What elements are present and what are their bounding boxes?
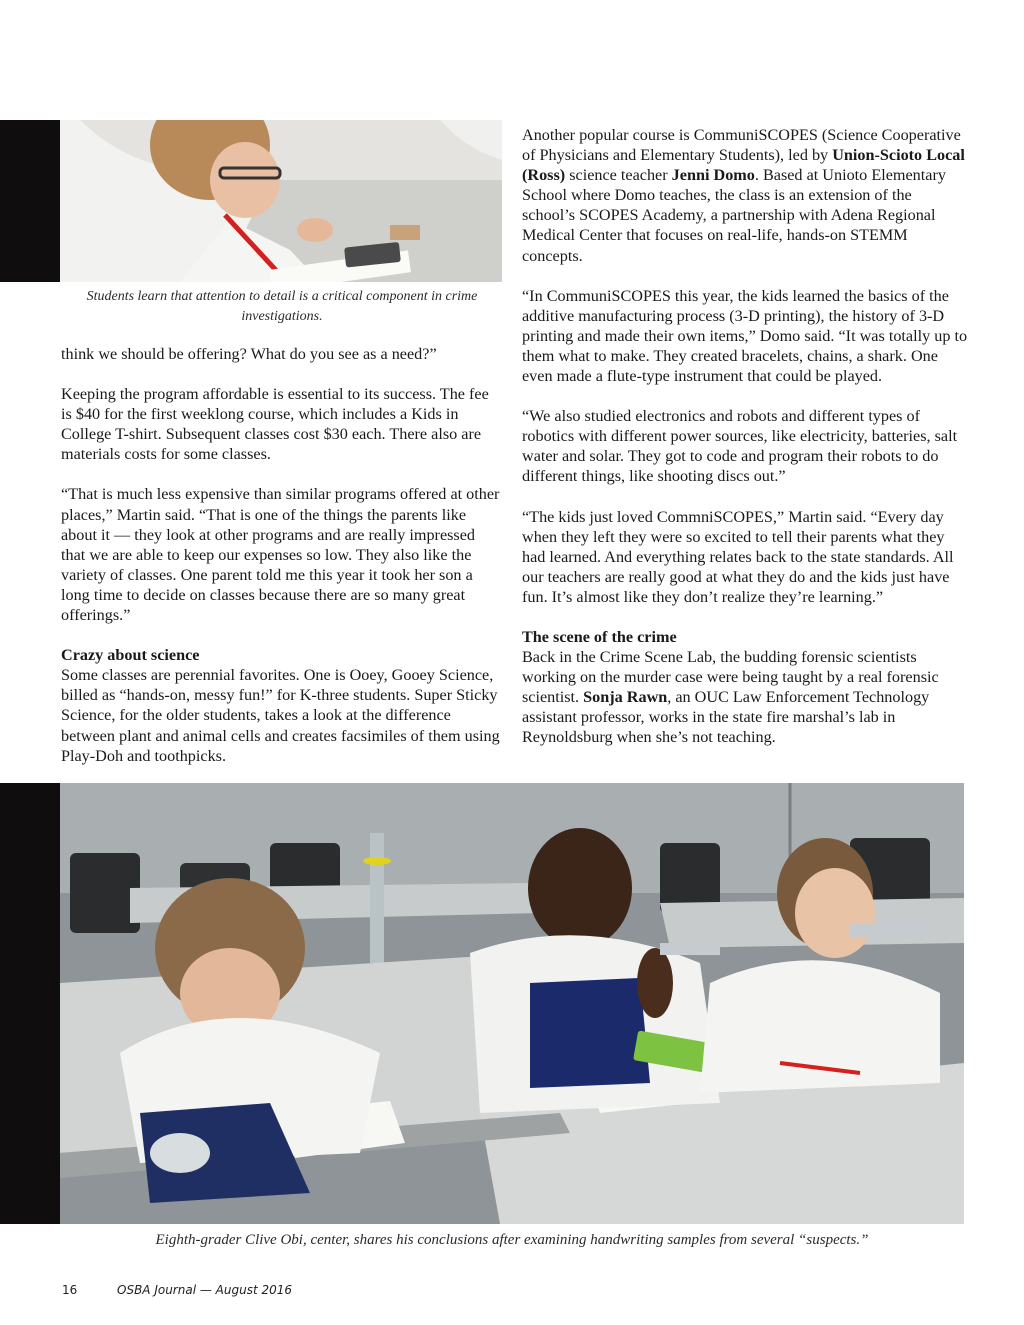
person-name-bold: Sonja Rawn [583,688,668,707]
left-paragraph: Keeping the program affordable is essential to its success. The fee is $40 for the first weeklong course, which includes a Kids in College T-shirt. Subsequent classes cost $30 each. There also are materials costs for some classes. [61,385,489,464]
top-photo [60,120,502,282]
bottom-photo-caption: Eighth-grader Clive Obi, center, shares his conclusions after examining handwriting samples from several “suspects.” [155,1232,869,1248]
left-paragraph: “That is much less expensive than similar programs offered at other places,” Martin said. “That is one of the things the parents like about it — they look at other programs and are really impressed that we are able to keep our expenses so low. They also like the variety of classes. One parent told me this year it took her son a long time to decide on classes because there are so many great offerings.” [61,485,500,625]
text-run: , an OUC Law Enforcement Technology assistant professor, works in the state fire marshal’s lab in Reynoldsburg when she’s not teaching. [522,688,930,747]
right-column [522,125,968,748]
top-photo-caption: Students learn that attention to detail is a critical component in crime investigations. [86,289,478,324]
text-run: Another popular course is CommuniSCOPES (Science Cooperative of Physicians and Elementary Students), led by [522,126,961,165]
page-number: 16 [62,1283,78,1297]
section-heading: The scene of the crime [522,627,677,646]
publication-name: OSBA Journal — August 2016 [117,1283,293,1297]
section-heading: Crazy about science [61,646,200,665]
right-paragraph: “We also studied electronics and robots and different types of robotics with different power sources, like electricity, batteries, salt water and solar. They got to code and program their robots to do different things, like shooting discs out.” [522,407,958,486]
left-paragraph: think we should be offering? What do you see as a need?” [61,345,437,363]
left-paragraph: Some classes are perennial favorites. One is Ooey, Gooey Science, billed as “hands-on, messy fun!” for K-three students. Super Sticky Science, for the older students, takes a look at the difference between plant and animal cells and creates facsimiles of them using Play-Doh and toothpicks. [61,666,500,765]
left-column [61,344,503,766]
right-paragraph: “In CommuniSCOPES this year, the kids learned the basics of the additive manufacturing process (3-D printing), the history of 3-D printing and made their own items,” Domo said. “It was totally up to them what to make. They created bracelets, chains, a shark. One even made a flute-type instrument that could be played. [522,286,968,386]
text-run: science teacher [569,166,668,185]
person-name-bold: Union-Scioto Local (Ross) [522,146,965,185]
right-paragraph [522,125,968,266]
person-name-bold: Jenni Domo [671,166,755,185]
text-run: Back in the Crime Scene Lab, the budding forensic scientists working on the murder case were being taught by a real forensic scientist. [522,648,939,707]
text-run: . Based at Unioto Elementary School where Domo teaches, the class is an extension of the school’s SCOPES Academy, a partnership with Adena Regional Medical Center that focuses on real-life, hands-on STEMM concepts. [522,166,946,265]
left-section [61,645,503,766]
right-section [522,627,968,748]
side-bar-bottom [0,783,60,1224]
right-paragraph: “The kids just loved CommniSCOPES,” Martin said. “Every day when they left they were so excited to tell their parents what they had learned. And everything relates back to the state standards. All our teachers are really good at what they do and the kids just have fun. It’s almost like they don’t realize they’re learning.” [522,507,954,606]
bottom-photo [60,783,964,1224]
side-bar-top [0,120,60,282]
